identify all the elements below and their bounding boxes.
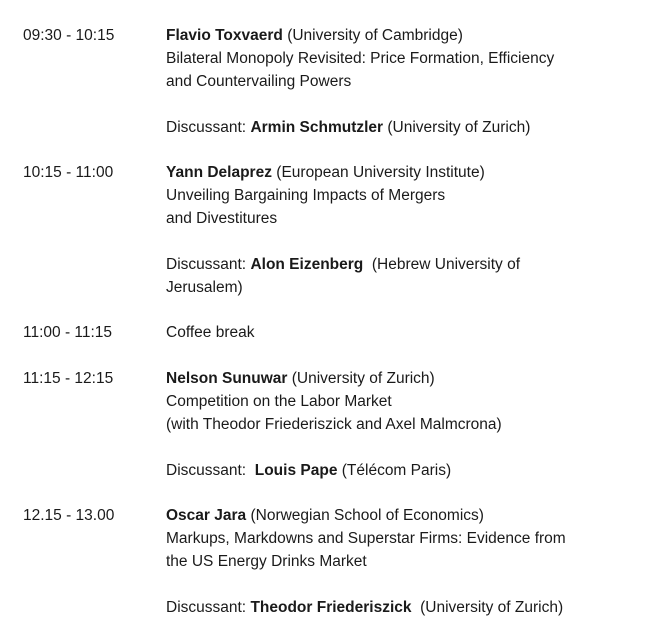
discussant-label: Discussant: (166, 599, 247, 616)
speaker-name: Flavio Toxvaerd (166, 27, 283, 44)
speaker-name: Yann Delaprez (166, 164, 272, 181)
speaker-affiliation: (University of Cambridge) (287, 27, 463, 44)
session-details (166, 24, 636, 139)
speaker-affiliation: (Norwegian School of Economics) (250, 507, 484, 524)
session-details (166, 367, 636, 482)
discussant-name: Louis Pape (254, 462, 338, 479)
paper-title-line: Bilateral Monopoly Revisited: Price Formation, Efficiency (166, 50, 555, 67)
paper-title-line: (with Theodor Friederiszick and Axel Malmcrona) (166, 416, 502, 433)
discussant-line (166, 253, 636, 276)
discussant-affiliation: (University of Zurich) (420, 599, 564, 616)
discussant-line (166, 596, 636, 619)
session-time: 11:00 - 11:15 (23, 324, 113, 341)
paper-title-line: and Divestitures (166, 210, 278, 227)
discussant-label: Discussant: (166, 462, 247, 479)
discussant-affiliation-cont: Jerusalem) (166, 279, 243, 296)
speaker-line (166, 161, 636, 184)
session-details (166, 161, 636, 299)
speaker-affiliation: (University of Zurich) (291, 370, 435, 387)
paper-title-line: Markups, Markdowns and Superstar Firms: Evidence from (166, 530, 566, 547)
speaker-line (166, 367, 636, 390)
paper-title-line: the US Energy Drinks Market (166, 553, 367, 570)
discussant-name: Alon Eizenberg (250, 256, 364, 273)
discussant-line (166, 459, 636, 482)
paper-title-line: and Countervailing Powers (166, 73, 352, 90)
session-time: 09:30 - 10:15 (23, 27, 115, 44)
speaker-name: Oscar Jara (166, 507, 247, 524)
session-time: 10:15 - 11:00 (23, 164, 114, 181)
discussant-label: Discussant: (166, 256, 247, 273)
speaker-affiliation: (European University Institute) (276, 164, 485, 181)
discussant-name: Theodor Friederiszick (250, 599, 412, 616)
discussant-name: Armin Schmutzler (250, 119, 384, 136)
discussant-affiliation: (Hebrew University of (371, 256, 521, 273)
paper-title-line: Competition on the Labor Market (166, 393, 392, 410)
speaker-line (166, 504, 636, 527)
discussant-line (166, 116, 636, 139)
speaker-name: Nelson Sunuwar (166, 370, 288, 387)
break-label: Coffee break (166, 324, 255, 341)
session-time: 12.15 - 13.00 (23, 507, 115, 524)
paper-title-line: Unveiling Bargaining Impacts of Mergers (166, 187, 446, 204)
discussant-affiliation: (Télécom Paris) (341, 462, 452, 479)
session-details (166, 321, 636, 344)
session-details (166, 504, 636, 619)
discussant-affiliation: (University of Zurich) (387, 119, 531, 136)
discussant-label: Discussant: (166, 119, 247, 136)
session-time: 11:15 - 12:15 (23, 370, 114, 387)
speaker-line (166, 24, 636, 47)
